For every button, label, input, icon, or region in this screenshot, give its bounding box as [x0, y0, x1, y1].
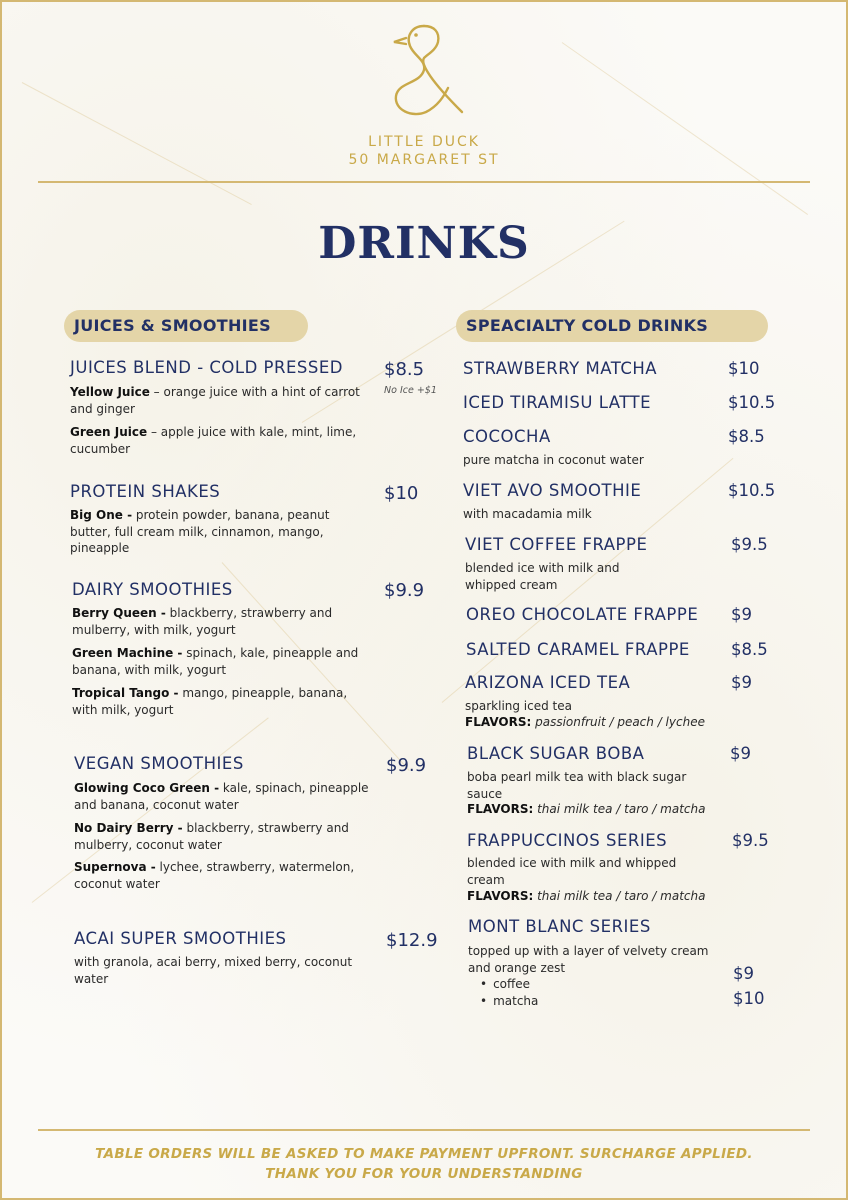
item-name: COCOCHA [463, 427, 551, 446]
item-description: No Dairy Berry - blackberry, strawberry and mulberry, coconut water [74, 821, 349, 852]
item-description: with granola, acai berry, mixed berry, coconut water [74, 955, 353, 986]
item-name: VIET COFFEE FRAPPE [465, 535, 648, 554]
item-description: Big One - protein powder, banana, peanut butter, full cream milk, cinnamon, mango, pineapple [70, 508, 330, 555]
item-description: topped up with a layer of velvety cream and orange zest [468, 944, 709, 975]
item-price: $10 [384, 483, 419, 504]
item-description: Supernova - lychee, strawberry, watermelon, coconut water [74, 860, 355, 891]
section-heading-specialty: SPEACIALTY COLD DRINKS [456, 310, 768, 342]
item-name: PROTEIN SHAKES [70, 482, 221, 501]
item-name: ACAI SUPER SMOOTHIES [74, 929, 287, 948]
item-description: with macadamia milk [463, 507, 592, 521]
item-price: $9 [733, 964, 754, 983]
item-price: $9.5 [732, 831, 769, 850]
item-description: blended ice with milk and whipped cream [467, 856, 677, 887]
item-name: VIET AVO SMOOTHIE [463, 481, 642, 500]
duck-ampersand-icon [384, 18, 466, 118]
footer-notice: TABLE ORDERS WILL BE ASKED TO MAKE PAYMENT UPFRONT. SURCHARGE APPLIED. [95, 1146, 753, 1162]
item-description: Berry Queen - blackberry, strawberry and mulberry, with milk, yogurt [72, 606, 333, 637]
item-flavors: FLAVORS: thai milk tea / taro / matcha [467, 889, 706, 903]
header-divider [38, 181, 810, 183]
footer-divider [38, 1129, 810, 1131]
item-price: $10.5 [728, 481, 776, 500]
item-name: FRAPPUCCINOS SERIES [467, 831, 668, 850]
item-price: $9.9 [386, 755, 427, 776]
section-heading-juices: JUICES & SMOOTHIES [64, 310, 308, 342]
item-price: $12.9 [386, 930, 438, 951]
item-flavors: FLAVORS: passionfruit / peach / lychee [465, 715, 705, 729]
item-name: SALTED CARAMEL FRAPPE [466, 640, 690, 659]
item-name: OREO CHOCOLATE FRAPPE [466, 605, 699, 624]
item-name: MONT BLANC SERIES [468, 917, 651, 936]
item-price: $10 [733, 989, 765, 1008]
item-description: Tropical Tango - mango, pineapple, banana, with milk, yogurt [72, 686, 348, 717]
item-name: JUICES BLEND - COLD PRESSED [70, 358, 343, 377]
item-price: $10 [728, 359, 760, 378]
item-price: $8.5 [728, 427, 765, 446]
item-description: Yellow Juice – orange juice with a hint of carrot and ginger [70, 385, 360, 416]
marble-vein [562, 42, 808, 215]
page-title: DRINKS [318, 218, 530, 269]
option-coffee: • coffee [480, 976, 600, 993]
item-note: No Ice +$1 [384, 385, 437, 396]
item-description: blended ice with milk and whipped cream [465, 561, 620, 592]
item-price: $8.5 [384, 359, 425, 380]
item-name: ARIZONA ICED TEA [465, 673, 631, 692]
item-description: Green Machine - spinach, kale, pineapple and banana, with milk, yogurt [72, 646, 359, 677]
brand-name: LITTLE DUCK [368, 134, 480, 150]
item-flavors: FLAVORS: thai milk tea / taro / matcha [467, 802, 706, 816]
item-price: $9.5 [731, 535, 768, 554]
item-name: VEGAN SMOOTHIES [74, 754, 244, 773]
item-description: Glowing Coco Green - kale, spinach, pineapple and banana, coconut water [74, 781, 369, 812]
item-name: DAIRY SMOOTHIES [72, 580, 233, 599]
item-price: $9.9 [384, 580, 425, 601]
item-description: pure matcha in coconut water [463, 453, 644, 467]
footer-thanks: THANK YOU FOR YOUR UNDERSTANDING [265, 1166, 583, 1182]
item-description: sparkling iced tea [465, 699, 572, 713]
item-price: $8.5 [731, 640, 768, 659]
item-price: $9 [730, 744, 751, 763]
item-price: $9 [731, 605, 752, 624]
item-name: STRAWBERRY MATCHA [463, 359, 658, 378]
item-price: $10.5 [728, 393, 776, 412]
item-description: boba pearl milk tea with black sugar sauce [467, 770, 687, 801]
item-price: $9 [731, 673, 752, 692]
option-matcha: • matcha [480, 993, 600, 1010]
item-name: BLACK SUGAR BOBA [467, 744, 645, 763]
item-name: ICED TIRAMISU LATTE [463, 393, 652, 412]
item-description: Green Juice – apple juice with kale, mint, lime, cucumber [70, 425, 357, 456]
brand-address: 50 MARGARET ST [348, 152, 500, 168]
item-options [480, 976, 600, 1009]
